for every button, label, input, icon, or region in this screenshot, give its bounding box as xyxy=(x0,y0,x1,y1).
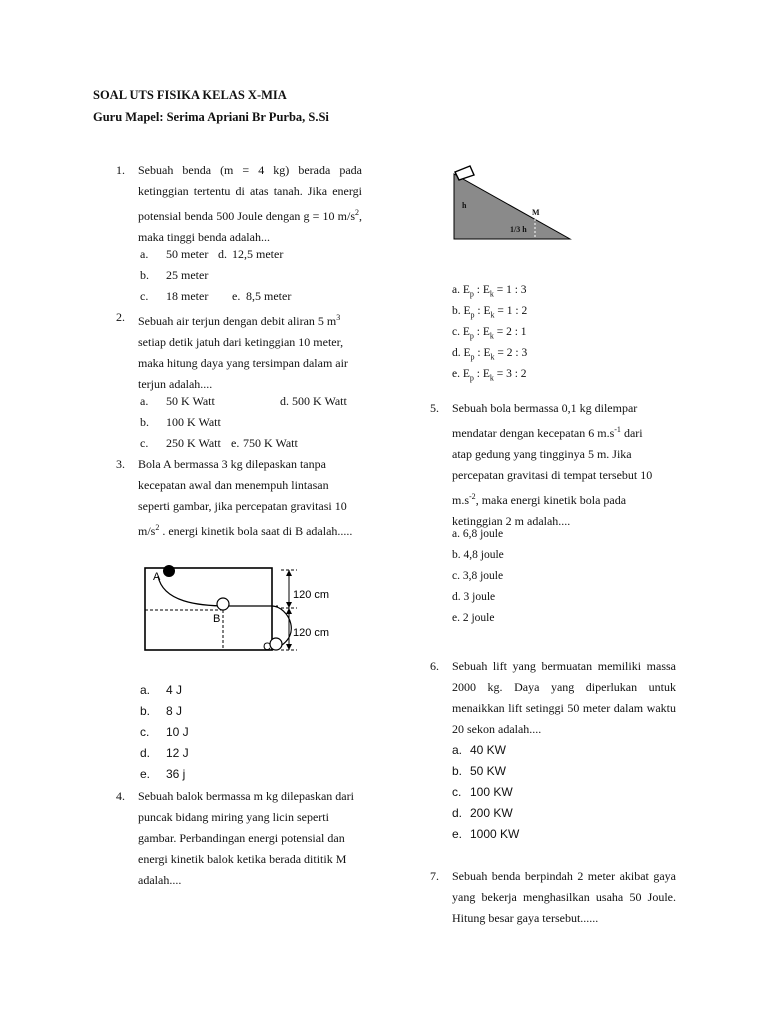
arrow-top-up xyxy=(286,570,292,576)
ball-a xyxy=(163,565,175,577)
question-text: Bola A bermassa 3 kg dilepaskan tanpa kecepatan awal dan menempuh lintasan seperti gambar, jika percepatan gravitasi 10 $m/s^2$ . energi kinetik bola saat di B adalah..... xyxy=(138,457,353,538)
q5-option-c: c. 3,8 joule xyxy=(452,570,504,582)
arrow-bot-down xyxy=(286,644,292,650)
label-b: B xyxy=(213,613,221,625)
label-h: h xyxy=(462,201,467,210)
question-text: Sebuah air terjun dengan debit aliran 5 $m^3$ setiap detik jatuh dari ketinggian 10 meter, maka hitung daya yang tersimpan dalam air terjun adalah.... xyxy=(138,313,348,391)
question-text: Sebuah benda berpindah 2 meter akibat gaya yang bekerja menghasilkan usaha 50 Joule. Hitung besar gaya tersebut...... xyxy=(452,869,676,925)
q5-option-d: d. 3 joule xyxy=(452,591,496,603)
question-2 xyxy=(116,307,362,395)
question-number: 2. xyxy=(116,310,125,324)
question-1 xyxy=(116,160,362,248)
ball-c xyxy=(270,638,282,650)
track-figure xyxy=(138,562,372,658)
label-c: C xyxy=(263,641,271,653)
question-number: 5. xyxy=(430,401,439,415)
q4-option-d: d. $E_p$ : $E_k = 2$ : 3 xyxy=(452,347,528,362)
arrow-top-down xyxy=(286,602,292,608)
q5-option-e: e. 2 joule xyxy=(452,612,495,624)
question-text: Sebuah benda (m = 4 kg) berada pada ketinggian tertentu di atas tanah. Jika energi potensial benda 500 Joule dengan g = 10 $m/s^2$, maka tinggi benda adalah... xyxy=(138,163,362,244)
arrow-bot-up xyxy=(286,608,292,614)
exam-page: SOAL UTS FISIKA KELAS X-MIA Guru Mapel: Serima Apriani Br Purba, S.Si 1. Sebuah benda (m = 4 kg) berada pada ketinggian tertentu di atas tanah. Jika energi potensial benda 500 Joule dengan g = 10 $m/s^2$, maka tinggi benda adalah... a. 50 meter d. 12,5 meter b. 25 meter c. 18 meter e. 8,5 meter 2. Sebuah air terjun dengan debit aliran 5 $m^3$ setiap detik jatuh dari ketinggian 10 meter, maka hitung daya yang tersimpan dalam air terjun adalah.... a. 50 K Watt d. 500 K Watt b. 100 K Watt c. 250 K Watt e. 750 K Watt 3. Bola A bermassa 3 kg dilepaskan tanpa kecepatan awal dan menempuh lintasan seperti gambar, jika percepatan gravitasi 10 $m/s^2$ . energi kinetik bola saat di B adalah..... A B C 120 cm 120 cm a. 4 J b. 8 J c. 10 J d. 12 J e. 36 j 4. Sebuah balok bermassa m kg dilepaskan dari puncak bidang miring yang licin seperti gambar. Perbandingan energi potensial dan energi kinetik balok ketika berada dititik M adalah.... h M 1/3 h a. $E_p$ : $E_k = 1$ : 3 b. $E_p$ : $E_k = 1$ : 2 c. $E_p$ : $E_k = 2$ : 1 d. $E_p$ : $E_k = 2$ : 3 e. $E_p$ : $E_k = 3$ : 2 5. Sebuah bola bermassa 0,1 kg dilempar mendatar dengan kecepatan 6 $m.s^{-1}$ dari atap gedung yang tingginya 5 m. Jika percepatan gravitasi di tempat tersebut 10 $m.s^{-2}$, maka energi kinetik bola pada ketinggian 2 m adalah.... a. 6,8 joule b. 4,8 joule c. 3,8 joule d. 3 joule e. 2 joule 6. Sebuah lift yang bermuatan memiliki massa 2000 kg. Daya yang diperlukan untuk menaikkan lift setinggi 50 meter dalam waktu 20 sekon adalah.... a. 40 KW b. 50 KW c. 100 KW d. 200 KW e. 1000 KW 7. Sebuah benda berpindah 2 meter akibat gaya yang bekerja menghasilkan usaha 50 Joule. Hitung besar gaya tersebut...... xyxy=(0,0,768,1024)
question-number: 7. xyxy=(430,869,439,883)
question-number: 4. xyxy=(116,789,125,803)
q4-option-a: a. $E_p$ : $E_k = 1$ : 3 xyxy=(452,284,527,299)
height-label-2: 120 cm xyxy=(293,627,330,639)
incline-figure xyxy=(448,160,578,244)
label-a: A xyxy=(153,571,161,583)
question-text: Sebuah lift yang bermuatan memiliki massa 2000 kg. Daya yang diperlukan untuk menaikkan lift setinggi 50 meter dalam waktu 20 sekon adalah.... xyxy=(452,659,676,736)
label-third-h: 1/3 h xyxy=(510,225,527,234)
q4-option-e: e. $E_p$ : $E_k = 3$ : 2 xyxy=(452,368,527,383)
height-label-1: 120 cm xyxy=(293,589,330,601)
question-number: 1. xyxy=(116,163,125,177)
question-3 xyxy=(116,454,362,542)
question-5 xyxy=(430,398,680,532)
exam-title: SOAL UTS FISIKA KELAS X-MIA xyxy=(93,88,287,102)
question-text: Sebuah balok bermassa m kg dilepaskan dari puncak bidang miring yang licin seperti gambar. Perbandingan energi potensial dan energi kinetik balok ketika berada dititik M adalah.... xyxy=(138,789,354,887)
label-m: M xyxy=(532,208,540,217)
ground-block xyxy=(145,568,272,650)
question-6 xyxy=(430,656,676,740)
question-4 xyxy=(116,786,356,891)
q4-option-b: b. $E_p$ : $E_k = 1$ : 2 xyxy=(452,305,528,320)
block xyxy=(455,166,474,180)
q4-option-c: c. $E_p$ : $E_k = 2$ : 1 xyxy=(452,326,527,341)
question-7 xyxy=(430,866,676,929)
q5-option-b: b. 4,8 joule xyxy=(452,549,504,561)
question-text: Sebuah bola bermassa 0,1 kg dilempar mendatar dengan kecepatan 6 $m.s^{-1}$ dari atap gedung yang tingginya 5 m. Jika percepatan gravitasi di tempat tersebut 10 $m.s^{-2}$, maka energi kinetik bola pada ketinggian 2 m adalah.... xyxy=(452,401,653,528)
question-number: 6. xyxy=(430,659,439,673)
q5-option-a: a. 6,8 joule xyxy=(452,528,504,540)
teacher-name: Guru Mapel: Serima Apriani Br Purba, S.Si xyxy=(93,110,329,124)
ball-b xyxy=(217,598,229,610)
question-number: 3. xyxy=(116,457,125,471)
